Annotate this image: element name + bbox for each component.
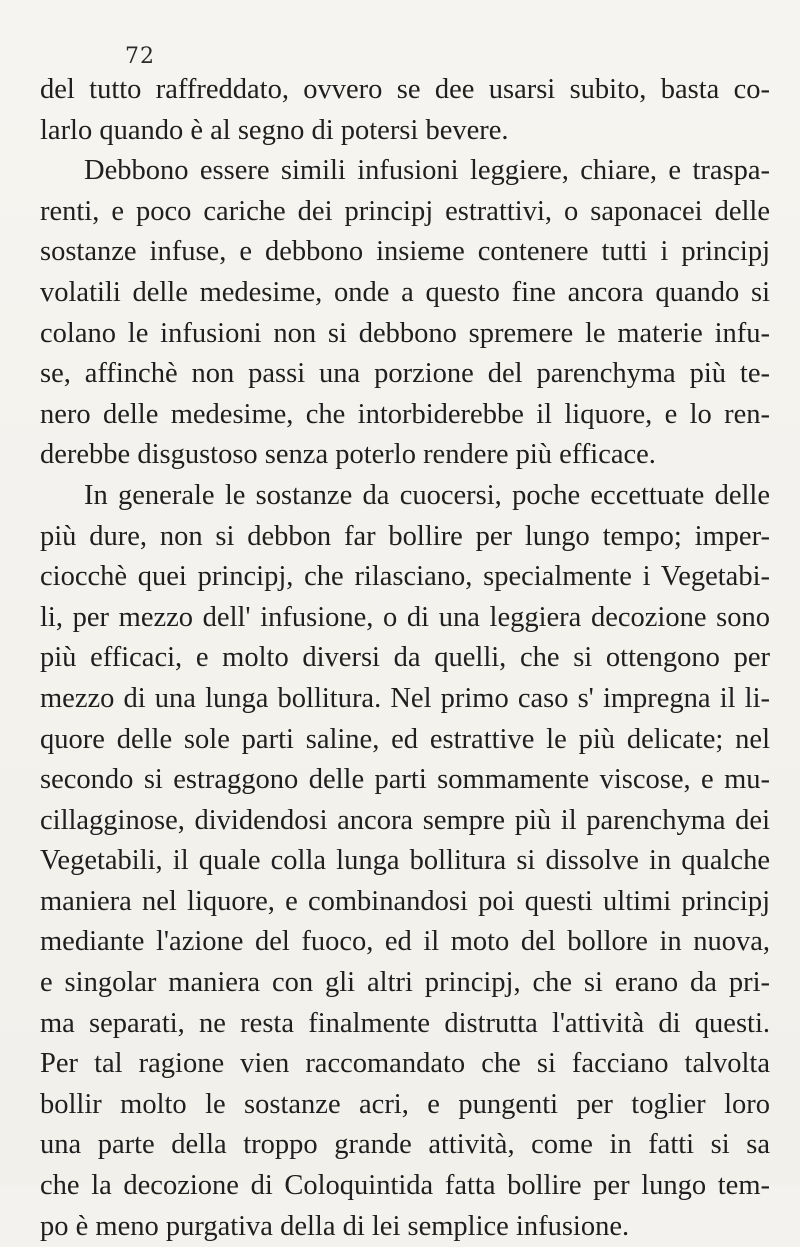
text-line: po è meno purgativa della di lei semplice infusione. [40, 1210, 630, 1242]
text-line: e singolar maniera con gli altri principj, che si erano da pri- [40, 967, 770, 999]
text-line: se, affinchè non passi una porzione del parenchyma più te- [40, 358, 770, 390]
text-line: bollir molto le sostanze acri, e pungenti per toglier loro [40, 1088, 770, 1120]
text-line: quore delle sole parti saline, ed estrattive le più delicate; nel [40, 723, 770, 755]
text-line: sostanze infuse, e debbono insieme contenere tutti i principj [40, 236, 770, 268]
text-line: volatili delle medesime, onde a questo fine ancora quando si [40, 276, 770, 308]
paragraph-start-line: Debbono essere simili infusioni leggiere, chiare, e traspa- [84, 155, 770, 187]
text-line: che la decozione di Coloquintida fatta bollire per lungo tem- [40, 1170, 770, 1202]
text-line: larlo quando è al segno di potersi bevere. [40, 114, 509, 146]
text-line: cillagginose, dividendosi ancora sempre più il parenchyma dei [40, 804, 770, 836]
text-line: ma separati, ne resta finalmente distrutta l'attività di questi. [40, 1007, 770, 1039]
text-line: del tutto raffreddato, ovvero se dee usarsi subito, basta co- [40, 74, 770, 105]
page-number: 72 [125, 44, 155, 69]
text-line: secondo si estraggono delle parti sommamente viscose, e mu- [40, 764, 770, 796]
text-line: più dure, non si debbon far bollire per lungo tempo; imper- [40, 520, 770, 552]
text-line: renti, e poco cariche dei principj estrattivi, o saponacei delle [40, 195, 770, 227]
paragraph-start-line: In generale le sostanze da cuocersi, poche eccettuate delle [84, 479, 770, 511]
text-line: Per tal ragione vien raccomandato che si facciano talvolta [40, 1048, 770, 1080]
text-line: mezzo di una lunga bollitura. Nel primo caso s' impregna il li- [40, 682, 770, 714]
text-line: colano le infusioni non si debbono spremere le materie infu- [40, 317, 770, 349]
text-line: Vegetabili, il quale colla lunga bollitura si dissolve in qualche [40, 845, 770, 877]
text-line: nero delle medesime, che intorbiderebbe il liquore, e lo ren- [40, 398, 770, 430]
text-line: ciocchè quei principj, che rilasciano, specialmente i Vegetabi- [40, 561, 770, 593]
text-line: li, per mezzo dell' infusione, o di una leggiera decozione sono [40, 601, 770, 633]
text-line: una parte della troppo grande attività, come in fatti si sa [40, 1129, 770, 1161]
text-line: maniera nel liquore, e combinandosi poi questi ultimi principj [40, 885, 770, 917]
body-text [40, 70, 770, 1247]
text-line: derebbe disgustoso senza poterlo rendere più efficace. [40, 439, 656, 471]
text-line: più efficaci, e molto diversi da quelli, che si ottengono per [40, 642, 770, 674]
text-line: mediante l'azione del fuoco, ed il moto del bollore in nuova, [40, 926, 770, 958]
